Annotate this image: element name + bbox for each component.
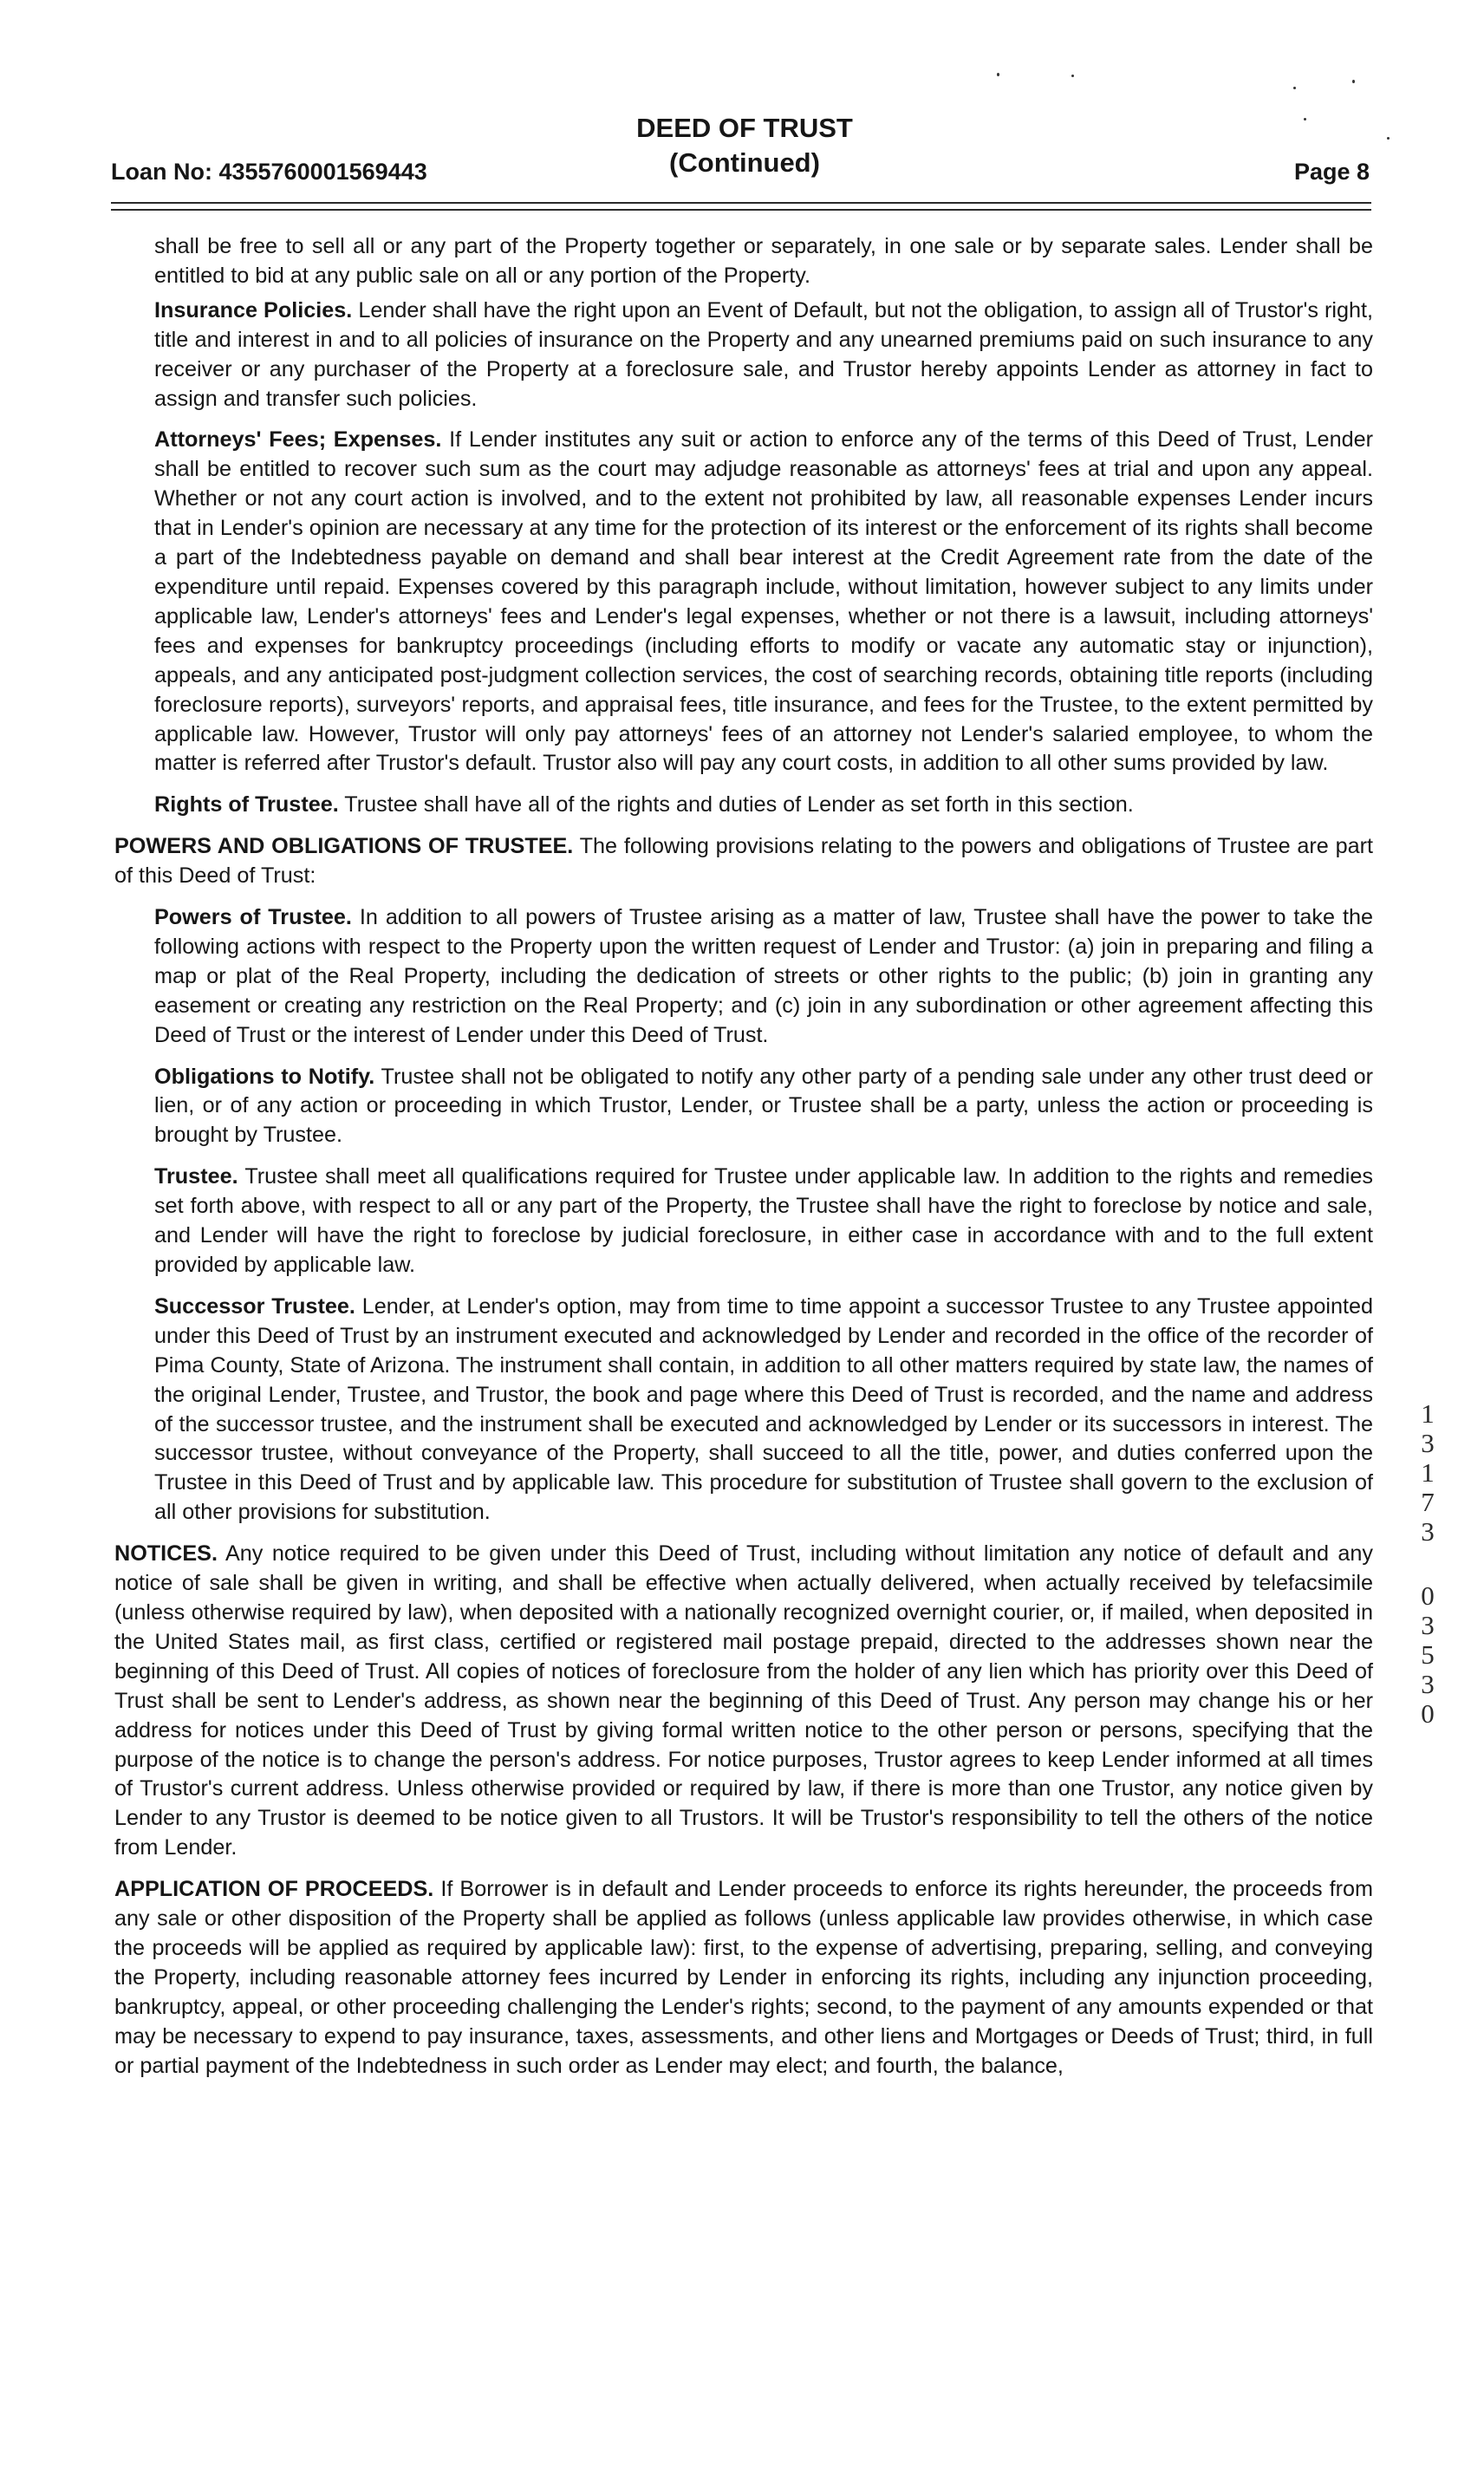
stamp-digit: 3 xyxy=(1421,1669,1435,1699)
paragraph-attorneys-fees xyxy=(154,426,1373,778)
paragraph-notices xyxy=(114,1540,1373,1863)
paragraph-sale-continued xyxy=(154,232,1373,291)
scan-speck xyxy=(1387,137,1390,140)
stamp-digit: 1 xyxy=(1421,1457,1435,1488)
paragraph-successor-trustee xyxy=(154,1293,1373,1528)
paragraph-text: If Borrower is in default and Lender proceeds to enforce its rights hereunder, the proceeds from any sale or other disposition of the Property shall be applied as follows (unless applicable law provides otherwise, in which case the proceeds will be applied as required by applicable law): first, to the expense of advertising, preparing, selling, and conveying the Property, including reasonable attorney fees incurred by Lender in enforcing its rights, including any injunction proceeding, bankruptcy, appeal, or other proceeding challenging the Lender's rights; second, to the payment of any amounts expended or that may be necessary to expend to pay insurance, taxes, assessments, and other liens and Mortgages or Deeds of Trust; third, in full or partial payment of the Indebtedness in such order as Lender may elect; and fourth, the balance, xyxy=(114,1877,1373,2078)
stamp-gap xyxy=(1415,1547,1441,1581)
stamp-digit: 0 xyxy=(1421,1698,1435,1729)
document-title-block xyxy=(111,111,1378,180)
paragraph-insurance-policies xyxy=(154,296,1373,414)
paragraph-heading: Trustee. xyxy=(154,1164,238,1189)
loan-number: Loan No: 4355760001569443 xyxy=(111,159,427,185)
paragraph-powers-and-obligations xyxy=(114,832,1373,891)
paragraph-text: Lender shall have the right upon an Event of Default, but not the obligation, to assign all of Trustor's right, title and interest in and to all policies of insurance on the Property and any unearned premiums paid on such insurance to any receiver or any purchaser of the Property at a foreclosure sale, and Trustor hereby appoints Lender as attorney in fact to assign and transfer such policies. xyxy=(154,297,1374,411)
paragraph-text: The following provisions relating to the powers and obligations of Trustee are part of this Deed of Trust: xyxy=(114,834,1373,889)
document-subtitle: (Continued) xyxy=(669,147,820,178)
paragraph-trustee xyxy=(154,1163,1373,1280)
paragraph-heading: Powers of Trustee. xyxy=(154,905,352,930)
recording-stamp xyxy=(1415,1399,1441,1729)
paragraph-text: In addition to all powers of Trustee arising as a matter of law, Trustee shall have the power to take the following actions with respect to the Property upon the written request of Lender and Trustor: (a) join in preparing and filing a map or plat of the Real Property, including the dedication of streets or other rights to the public; (b) join in granting any easement or creating any restriction on the Real Property; and (c) join in any subordination or other agreement affecting this Deed of Trust or the interest of Lender under this Deed of Trust. xyxy=(154,905,1373,1047)
section-heading: NOTICES. xyxy=(114,1541,218,1567)
stamp-digit: 0 xyxy=(1421,1580,1435,1611)
document-body xyxy=(114,232,1373,2093)
page-header xyxy=(111,111,1378,186)
page-number: Page 8 xyxy=(1293,159,1370,185)
paragraph-powers-of-trustee xyxy=(154,903,1373,1051)
section-heading: APPLICATION OF PROCEEDS. xyxy=(114,1877,434,1902)
paragraph-application-of-proceeds xyxy=(114,1875,1373,2081)
stamp-digit: 5 xyxy=(1421,1639,1435,1670)
paragraph-text: Any notice required to be given under this Deed of Trust, including without limitation any notice of default and any notice of sale shall be given in writing, and shall be effective when actually delivered, when actually received by telefacsimile (unless otherwise required by law), when deposited with a nationally recognized overnight courier, or, if mailed, when deposited in the United States mail, as first class, certified or registered mail postage prepaid, directed to the addresses shown near the beginning of this Deed of Trust. All copies of notices of foreclosure from the holder of any lien which has priority over this Deed of Trust shall be sent to Lender's address, as shown near the beginning of this Deed of Trust. Any person may change his or her address for notices under this Deed of Trust by giving formal written notice to the other person or persons, specifying that the purpose of the notice is to change the person's address. For notice purposes, Trustor agrees to keep Lender informed at all times of Trustor's current address. Unless otherwise provided or required by law, if there is more than one Trustor, any notice given by Lender to any Trustor is deemed to be notice given to all Trustors. It will be Trustor's responsibility to tell the others of the notice from Lender. xyxy=(114,1541,1373,1860)
paragraph-heading: Successor Trustee. xyxy=(154,1293,355,1319)
paragraph-heading: Insurance Policies. xyxy=(154,297,353,322)
stamp-digit: 3 xyxy=(1421,1428,1435,1458)
scan-speck xyxy=(1352,80,1355,83)
scan-speck xyxy=(997,73,999,76)
paragraph-text: Lender, at Lender's option, may from time to time appoint a successor Trustee to any Trustee appointed under this Deed of Trust by an instrument executed and acknowledged by Lender and recorded in the office of the recorder of Pima County, State of Arizona. The instrument shall contain, in addition to all other matters required by state law, the names of the original Lender, Trustee, and Trustor, the book and page where this Deed of Trust is recorded, and the name and address of the successor trustee, and the instrument shall be executed and acknowledged by Lender or its successors in interest. The successor trustee, without conveyance of the Property, shall succeed to all the title, power, and duties conferred upon the Trustee in this Deed of Trust and by applicable law. This procedure for substitution of Trustee shall govern to the exclusion of all other provisions for substitution. xyxy=(154,1293,1373,1525)
paragraph-text: Trustee shall not be obligated to notify any other party of a pending sale under any other trust deed or lien, or of any action or proceeding in which Trustor, Lender, or Trustee shall be a party, unless the action or proceeding is brought by Trustee. xyxy=(154,1064,1373,1148)
stamp-digit: 3 xyxy=(1421,1610,1435,1640)
scan-speck xyxy=(1071,75,1074,77)
header-divider xyxy=(111,202,1371,204)
paragraph-heading: Obligations to Notify. xyxy=(154,1064,375,1089)
paragraph-text: If Lender institutes any suit or action to enforce any of the terms of this Deed of Trust, Lender shall be entitled to recover such sum as the court may adjudge reasonable as attorneys' fees at trial and upon any appeal. Whether or not any court action is involved, and to the extent not prohibited by law, all reasonable expenses Lender incurs that in Lender's opinion are necessary at any time for the protection of its interest or the enforcement of its rights shall become a part of the Indebtedness payable on demand and shall bear interest at the Credit Agreement rate from the date of the expenditure until repaid. Expenses covered by this paragraph include, without limitation, however subject to any limits under applicable law, Lender's attorneys' fees and Lender's legal expenses, whether or not there is a lawsuit, including attorneys' fees and expenses for bankruptcy proceedings (including efforts to modify or vacate any automatic stay or injunction), appeals, and any anticipated post-judgment collection services, the cost of searching records, obtaining title reports (including foreclosure reports), surveyors' reports, and appraisal fees, title insurance, and fees for the Trustee, to the extent permitted by applicable law. However, Trustor will only pay attorneys' fees of an attorney not Lender's salaried employee, to whom the matter is referred after Trustor's default. Trustor also will pay any court costs, in addition to all other sums provided by law. xyxy=(154,427,1373,776)
paragraph-obligations-to-notify xyxy=(154,1063,1373,1151)
scan-speck xyxy=(1293,87,1296,89)
stamp-digit: 3 xyxy=(1421,1516,1435,1547)
stamp-digit: 7 xyxy=(1421,1487,1435,1517)
paragraph-text: shall be free to sell all or any part of the Property together or separately, in one sale or by separate sales. Lender shall be entitled to bid at any public sale on all or any portion of the Property. xyxy=(154,234,1373,288)
paragraph-text: Trustee shall meet all qualifications required for Trustee under applicable law. In addition to the rights and remedies set forth above, with respect to all or any part of the Property, the Trustee shall have the right to foreclose by notice and sale, and Lender will have the right to foreclose by judicial foreclosure, in either case in accordance with and to the full extent provided by applicable law. xyxy=(154,1164,1373,1277)
header-divider xyxy=(111,209,1371,211)
stamp-digit: 1 xyxy=(1421,1398,1435,1429)
section-heading: POWERS AND OBLIGATIONS OF TRUSTEE. xyxy=(114,834,574,859)
paragraph-heading: Rights of Trustee. xyxy=(154,792,339,818)
document-title: DEED OF TRUST xyxy=(636,113,853,143)
paragraph-heading: Attorneys' Fees; Expenses. xyxy=(154,427,442,453)
paragraph-rights-of-trustee xyxy=(154,791,1373,820)
paragraph-text: Trustee shall have all of the rights and duties of Lender as set forth in this section. xyxy=(344,792,1134,818)
